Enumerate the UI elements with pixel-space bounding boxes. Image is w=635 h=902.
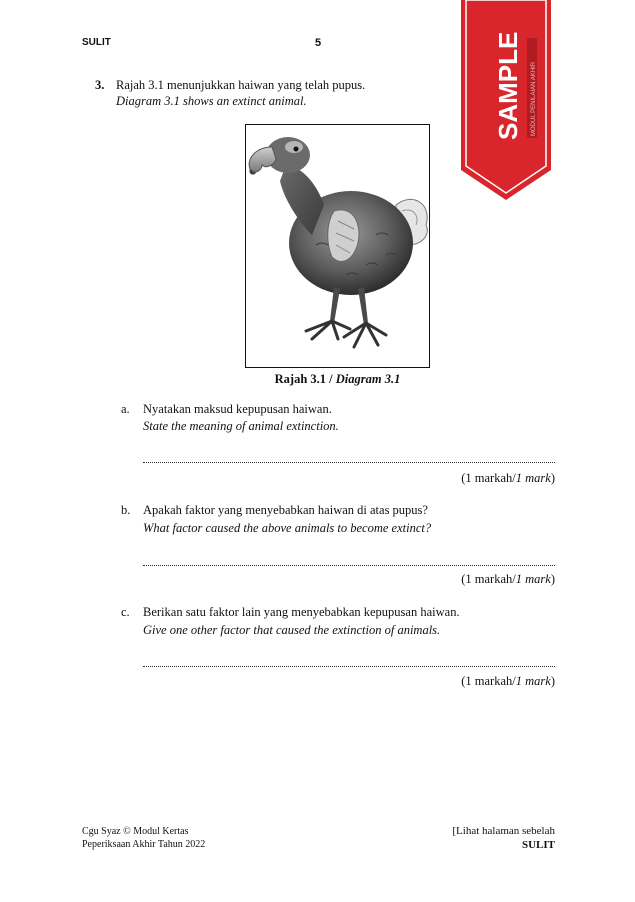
- subquestion-c-mark: [461, 674, 555, 689]
- mark-malay: (1 markah/: [461, 572, 516, 586]
- dodo-bird-illustration: [246, 125, 429, 367]
- ribbon-side-text: MODUL PENILAIAN AKHIR: [531, 61, 537, 136]
- page-number: 5: [315, 37, 322, 49]
- subquestion-a-text-english: State the meaning of animal extinction.: [143, 419, 339, 433]
- mark-english: 1 mark: [515, 674, 551, 688]
- subquestion-c-answer-line[interactable]: [143, 666, 555, 667]
- question-number: 3.: [95, 78, 105, 92]
- footer-exam-title: Peperiksaan Akhir Tahun 2022: [82, 839, 206, 850]
- mark-close: ): [550, 471, 555, 485]
- footer-copyright: Cgu Syaz © Modul Kertas: [82, 826, 189, 837]
- subquestion-a-letter: a.: [121, 402, 130, 416]
- subquestion-b-letter: b.: [121, 503, 131, 517]
- subquestion-b-text-english: What factor caused the above animals to become extinct?: [143, 521, 432, 535]
- mark-malay: (1 markah/: [461, 674, 516, 688]
- subquestion-b-mark: [461, 572, 555, 587]
- mark-malay: (1 markah/: [461, 471, 516, 485]
- footer-sulit: SULIT: [521, 839, 555, 851]
- figure-frame: [245, 124, 430, 368]
- sample-text: SAMPLE: [493, 31, 523, 140]
- subquestion-b-text-malay: Apakah faktor yang menyebabkan haiwan di atas pupus?: [143, 503, 428, 517]
- question-text-english: Diagram 3.1 shows an extinct animal.: [116, 94, 307, 108]
- figure-caption: [245, 372, 430, 387]
- subquestion-c-letter: c.: [121, 605, 130, 619]
- subquestion-a-mark: [461, 471, 555, 486]
- question-text-malay: Rajah 3.1 menunjukkan haiwan yang telah pupus.: [116, 78, 366, 92]
- sample-ribbon-watermark: [461, 0, 551, 200]
- subquestion-a-answer-line[interactable]: [143, 462, 555, 463]
- footer-next-page: [Lihat halaman sebelah: [452, 825, 555, 837]
- caption-malay: Rajah 3.1 /: [274, 372, 336, 386]
- subquestion-b-answer-line[interactable]: [143, 565, 555, 566]
- subquestion-c-text-english: Give one other factor that caused the extinction of animals.: [143, 623, 441, 637]
- mark-close: ): [550, 674, 555, 688]
- mark-english: 1 mark: [515, 572, 551, 586]
- subquestion-c-text-malay: Berikan satu faktor lain yang menyebabkan kepupusan haiwan.: [143, 605, 460, 619]
- subquestion-a-text-malay: Nyatakan maksud kepupusan haiwan.: [143, 402, 332, 416]
- mark-close: ): [550, 572, 555, 586]
- caption-english: Diagram 3.1: [335, 372, 401, 386]
- mark-english: 1 mark: [515, 471, 551, 485]
- header-sulit: SULIT: [82, 37, 111, 48]
